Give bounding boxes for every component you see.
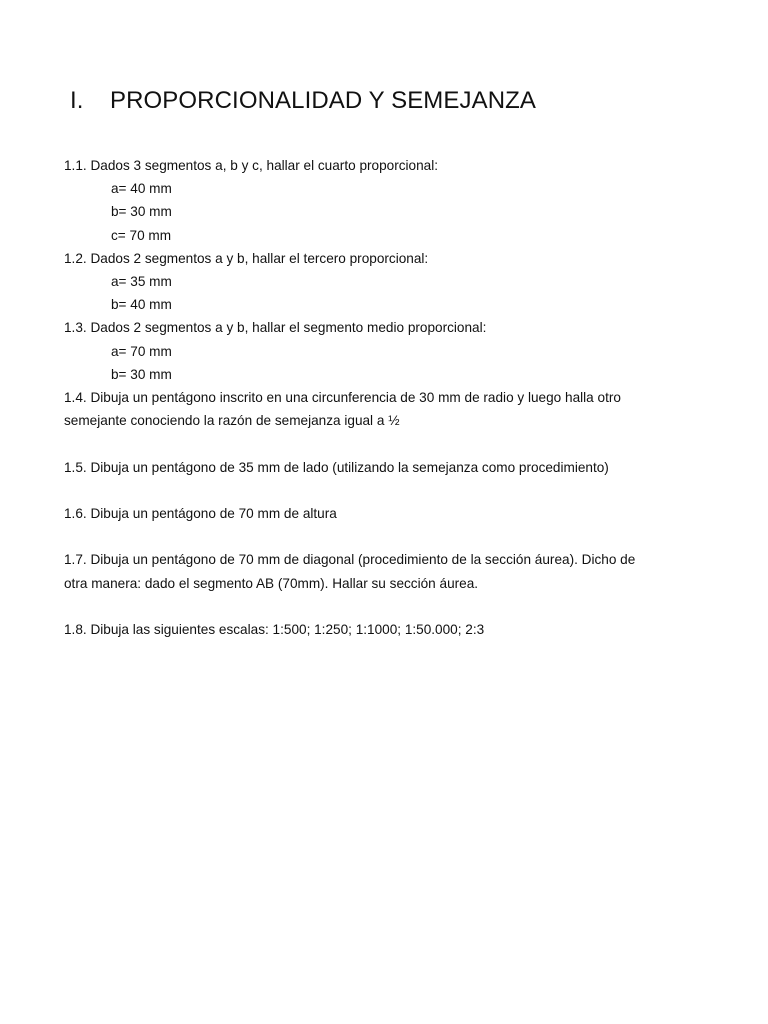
exercise-1-1-value-a: a= 40 mm [111,181,172,197]
paragraph-gap [64,479,704,502]
section-title: PROPORCIONALIDAD Y SEMEJANZA [110,87,537,114]
exercise-1-4-line-2: semejante conociendo la razón de semejanza igual a ½ [64,413,400,429]
exercise-1-5: 1.5. Dibuja un pentágono de 35 mm de lado (utilizando la semejanza como procedimiento) [64,459,609,475]
exercise-1-3-value-a: a= 70 mm [111,343,172,359]
exercise-1-2-value-a: a= 35 mm [111,274,172,290]
exercise-1-8: 1.8. Dibuja las siguientes escalas: 1:500; 1:250; 1:1000; 1:50.000; 2:3 [64,622,485,637]
exercise-1-6: 1.6. Dibuja un pentágono de 70 mm de altura [64,506,337,522]
exercise-1-7-line-2: otra manera: dado el segmento AB (70mm). Hallar su sección áurea. [64,575,479,591]
exercise-1-2-value-b: b= 40 mm [111,297,172,313]
exercise-1-2: 1.2. Dados 2 segmentos a y b, hallar el tercero proporcional: [64,250,429,266]
section-number: I. [70,87,84,114]
exercise-1-3-value-b: b= 30 mm [111,366,172,382]
exercise-1-1: 1.1. Dados 3 segmentos a, b y c, hallar el cuarto proporcional: [64,158,439,173]
exercise-1-4-line-1: 1.4. Dibuja un pentágono inscrito en una circunferencia de 30 mm de radio y luego halla otro [64,390,621,406]
paragraph-gap [64,525,704,548]
section-heading [70,86,536,116]
paragraph-gap [64,595,704,618]
exercise-1-3: 1.3. Dados 2 segmentos a y b, hallar el segmento medio proporcional: [64,320,487,336]
paragraph-gap [64,432,704,455]
exercise-1-1-value-c: c= 70 mm [111,227,172,243]
exercise-1-7-line-1: 1.7. Dibuja un pentágono de 70 mm de diagonal (procedimiento de la sección áurea). Dicho de [64,552,636,568]
exercise-1-1-value-b: b= 30 mm [111,204,172,220]
exercise-list [64,154,704,641]
